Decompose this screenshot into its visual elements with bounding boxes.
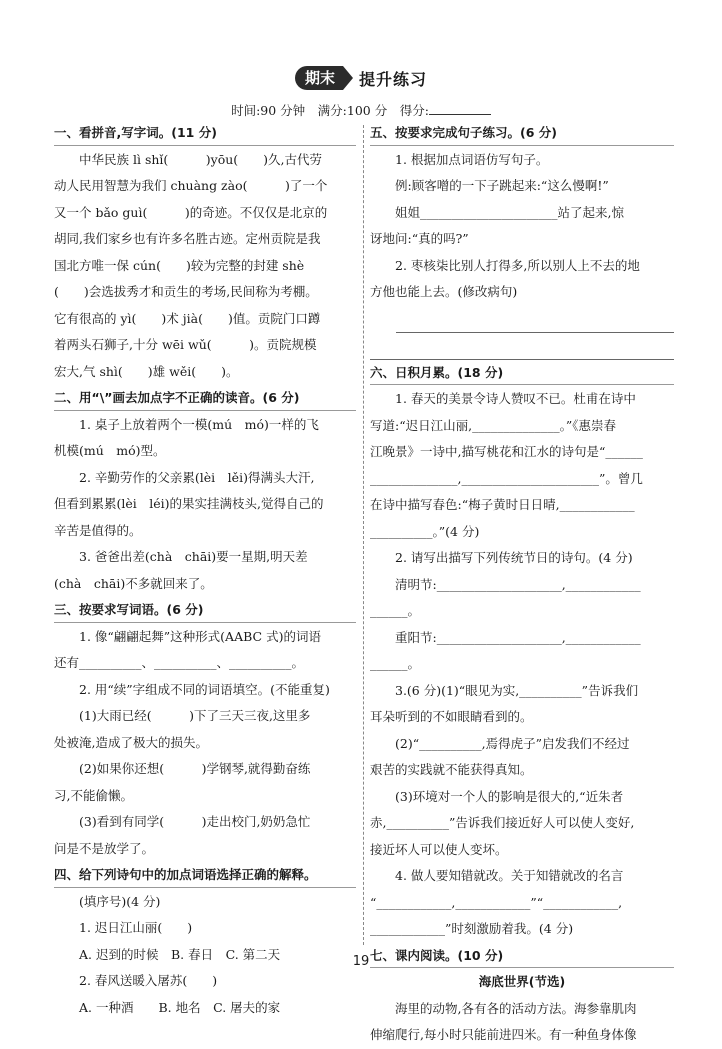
question-line: 国北方唯一保 cún( )较为完整的封建 shè: [54, 257, 305, 273]
right-column: [370, 120, 674, 1049]
question-line: A. 迟到的时候 B. 春日 C. 第二天: [79, 946, 281, 962]
question-line: (2)如果你还想( )学钢琴,就得勤奋练: [79, 761, 311, 776]
question-line: 1. 像“翩翩起舞”这种形式(AABC 式)的词语: [79, 628, 321, 644]
question-line: 还有__________、__________、__________。: [54, 655, 305, 670]
question-line: 耳朵听到的不如眼睛看到的。: [370, 709, 533, 724]
question-line: (3)看到有同学( )走出校门,奶奶急忙: [79, 814, 311, 829]
score-blank[interactable]: [429, 102, 491, 115]
question-line: 2. 春风送暖入屠苏( ): [79, 973, 218, 988]
question-line: 问是不是放学了。: [54, 840, 155, 856]
question-line: ______________,______________________”。曾几: [370, 470, 643, 486]
left-column: [54, 120, 356, 1021]
question-line: 但看到累累(lèi léi)的果实挂满枝头,觉得自己的: [54, 496, 324, 511]
question-line: 它有很高的 yì( )术 jià( )值。贡院门口蹲: [54, 310, 321, 326]
question-line: 方他也能上去。(修改病句): [370, 284, 518, 299]
question-line: ( )会选拔秀才和贡生的考场,民间称为考棚。: [54, 284, 318, 299]
question-line: 清明节:____________________,____________: [395, 576, 641, 592]
question-line: (3)环境对一个人的影响是很大的,“近朱者: [395, 788, 624, 804]
question-line: 在诗中描写春色:“梅子黄时日日晴,____________: [370, 497, 635, 512]
question-line: 2. 枣核柒比别人打得多,所以别人上不去的地: [395, 257, 640, 273]
question-line: 处被淹,造成了极大的损失。: [54, 734, 208, 750]
question-line: (chà chāi)不多就回来了。: [54, 575, 213, 591]
question-line: 讶地问:“真的吗?”: [370, 231, 469, 246]
question-line: ____________”时刻激励着我。(4 分): [370, 921, 574, 936]
question-line: 姐姐______________________站了起来,惊: [395, 204, 624, 220]
question-line: 2. 辛勤劳作的父亲累(lèi lěi)得满头大汗,: [79, 469, 315, 485]
header-badge: 期末: [295, 66, 343, 90]
page-number: 19: [352, 954, 370, 969]
question-line: 1. 根据加点词语仿写句子。: [395, 151, 549, 167]
exam-meta: [0, 101, 722, 119]
header-title: 提升练习: [359, 69, 428, 89]
question-line: 又一个 bǎo guì( )的奇迹。不仅仅是北京的: [54, 204, 328, 220]
section-heading: 一、看拼音,写字词。(11 分): [54, 120, 356, 147]
question-line: (1)大雨已经( )下了三天三夜,这里多: [79, 708, 311, 723]
question-line: 1. 桌子上放着两个一模(mú mó)一样的飞: [79, 416, 319, 432]
page-header: [0, 66, 722, 94]
question-line: (填序号)(4 分): [79, 893, 161, 909]
section-heading: 二、用“\”画去加点字不正确的读音。(6 分): [54, 385, 356, 412]
question-line: 伸缩爬行,每小时只能前进四米。有一种鱼身体像: [370, 1027, 637, 1042]
question-line: 胡同,我们家乡也有许多名胜古迹。定州贡院是我: [54, 231, 321, 246]
question-line: (2)“__________,焉得虎子”启发我们不经过: [395, 735, 630, 751]
question-line: 着两头石狮子,十分 wēi wǔ( )。贡院规模: [54, 337, 317, 352]
question-line: 赤,__________”告诉我们接近好人可以使人变好,: [370, 815, 635, 830]
question-line: 动人民用智慧为我们 chuàng zào( )了一个: [54, 178, 328, 193]
question-line: 1. 迟日江山丽( ): [79, 920, 193, 935]
question-line: 江晚景》一诗中,描写桃花和江水的诗句是“______: [370, 444, 643, 459]
question-line: 2. 请写出描写下列传统节日的诗句。(4 分): [395, 550, 633, 565]
answer-line[interactable]: [370, 333, 674, 360]
question-line: 4. 做人要知错就改。关于知错就改的名言: [395, 868, 624, 883]
question-line: 写道:“迟日江山丽,______________。”《惠崇春: [370, 417, 616, 433]
question-line: 1. 春天的美景令诗人赞叹不已。杜甫在诗中: [395, 391, 636, 406]
section-heading: 四、给下列诗句中的加点词语选择正确的解释。: [54, 862, 356, 889]
section-heading: 六、日积月累。(18 分): [370, 360, 674, 387]
question-line: “____________,____________”“____________,: [370, 894, 623, 910]
question-line: 机模(mú mó)型。: [54, 443, 166, 458]
question-line: 中华民族 lì shǐ( )yōu( )久,古代劳: [79, 151, 323, 167]
question-line: A. 一种酒 B. 地名 C. 屠夫的家: [79, 999, 281, 1015]
passage-title: 海底世界(节选): [478, 974, 566, 989]
question-line: 重阳节:____________________,____________: [395, 629, 641, 645]
question-line: ______。: [370, 656, 421, 671]
question-line: 3. 爸爸出差(chà chāi)要一星期,明天差: [79, 549, 308, 564]
question-line: __________。”(4 分): [370, 523, 480, 539]
answer-line[interactable]: [396, 306, 674, 333]
question-line: 3.(6 分)(1)“眼见为实,__________”告诉我们: [395, 682, 639, 698]
question-line: 宏大,气 shì( )雄 wěi( )。: [54, 363, 239, 379]
question-line: 习,不能偷懒。: [54, 787, 133, 803]
question-line: 辛苦是值得的。: [54, 522, 142, 538]
question-line: 接近坏人可以使人变坏。: [370, 841, 508, 857]
section-heading: 三、按要求写词语。(6 分): [54, 597, 356, 624]
question-line: 艰苦的实践就不能获得真知。: [370, 762, 533, 777]
exam-meta-text: 时间:90 分钟 满分:100 分 得分:: [231, 103, 429, 118]
column-divider: [363, 125, 364, 945]
question-line: 2. 用“续”字组成不同的词语填空。(不能重复): [79, 681, 330, 697]
section-heading: 七、课内阅读。(10 分): [370, 943, 674, 970]
question-line: 例:顾客噌的一下子跳起来:“这么慢啊!”: [395, 178, 609, 193]
section-heading: 五、按要求完成句子练习。(6 分): [370, 120, 674, 147]
question-line: ______。: [370, 603, 421, 618]
question-line: 海里的动物,各有各的活动方法。海参靠肌肉: [395, 1000, 637, 1016]
